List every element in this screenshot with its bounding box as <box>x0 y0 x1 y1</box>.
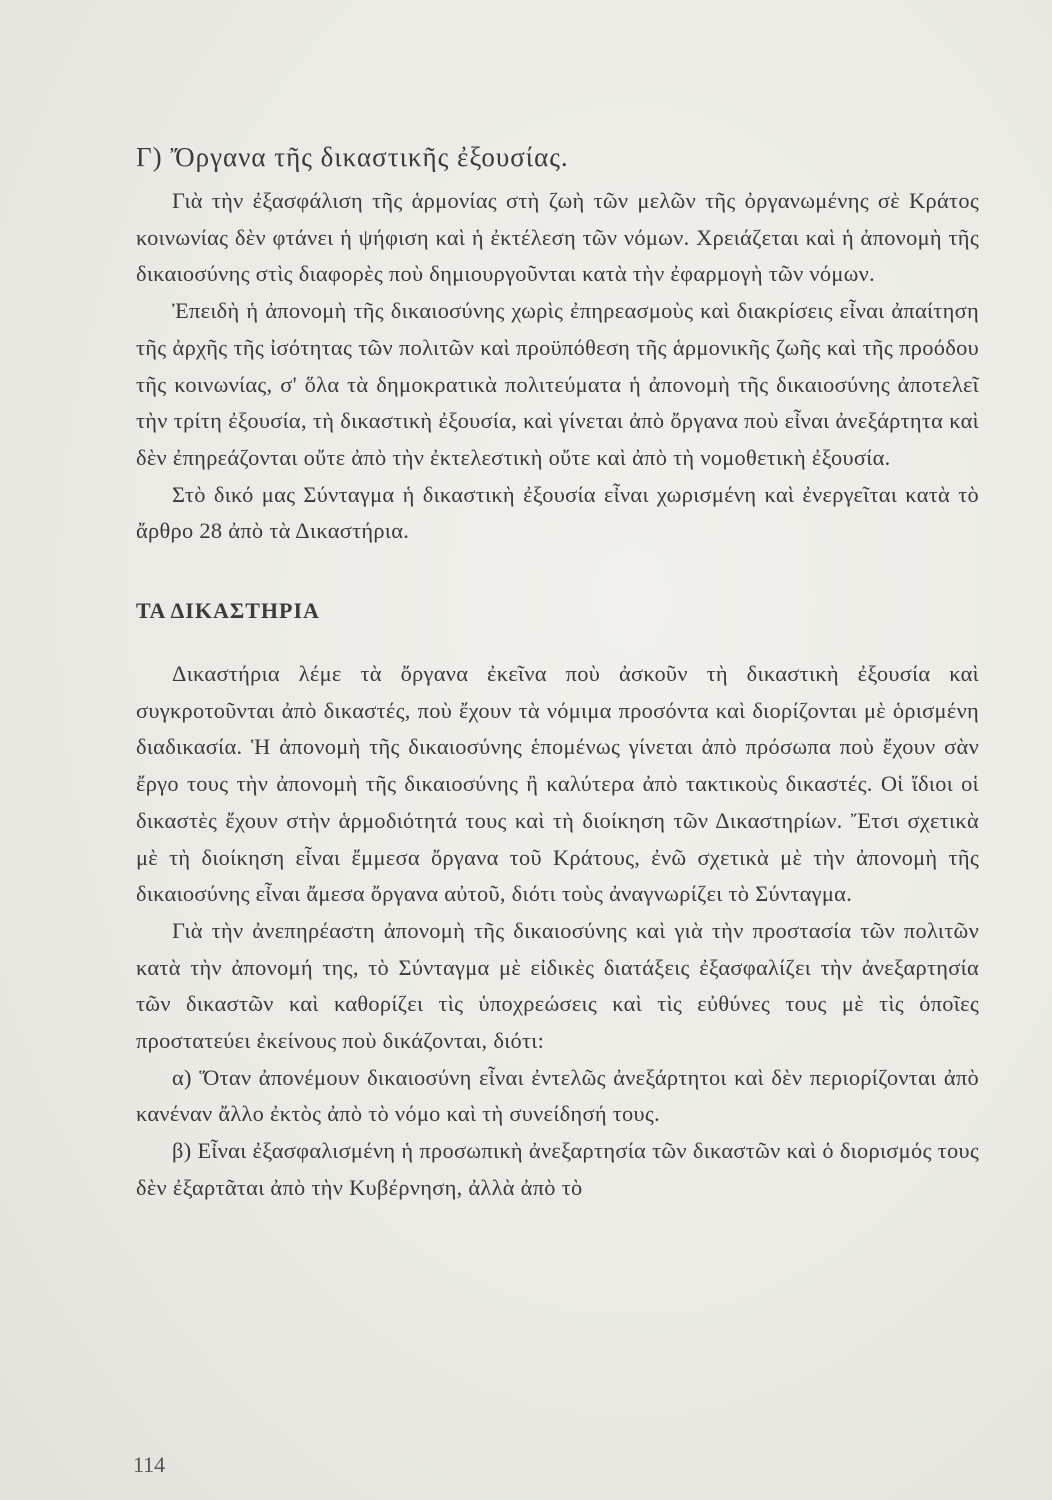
section-heading: Γ) Ὄργανα τῆς δικαστικῆς ἐξουσίας. <box>136 142 569 172</box>
paragraph: Δικαστήρια λέμε τὰ ὄργανα ἐκεῖνα ποὺ ἀσκοῦν τὴ δικαστικὴ ἐξουσία καὶ συγκροτοῦνται ἀπὸ δικαστές, ποὺ ἔχουν τὰ νόμιμα προσόντα καὶ διορίζονται μὲ ὁρισμένη διαδικασία. Ἡ ἀπονομὴ τῆς δικαιοσύνης ἑπομένως γίνεται ἀπὸ πρόσωπα ποὺ ἔχουν σὰν ἔργο τους τὴν ἀπονομὴ τῆς δικαιοσύνης ἢ καλύτερα ἀπὸ τακτικοὺς δικαστές. Οἱ ἴδιοι οἱ δικαστὲς ἔχουν στὴν ἁρμοδιότητά τους καὶ τὴ διοίκηση τῶν Δικαστηρίων. Ἔτσι σχετικὰ μὲ τὴ διοίκηση εἶναι ἔμμεσα ὄργανα τοῦ Κράτους, ἐνῶ σχετικὰ μὲ τὴν ἀπονομὴ τῆς δικαιοσύνης εἶναι ἄμεσα ὄργανα αὐτοῦ, διότι τοὺς ἀναγνωρίζει τὸ Σύνταγμα. <box>136 661 979 907</box>
paragraph: β) Εἶναι ἐξασφαλισμένη ἡ προσωπικὴ ἀνεξαρτησία τῶν δικαστῶν καὶ ὁ διορισμός τους δὲν ἐξαρτᾶται ἀπὸ τὴν Κυβέρνηση, ἀλλὰ ἀπὸ τὸ <box>136 1138 979 1200</box>
paragraph: Γιὰ τὴν ἐξασφάλιση τῆς ἁρμονίας στὴ ζωὴ τῶν μελῶν τῆς ὀργανωμένης σὲ Κράτος κοινωνίας δὲν φτάνει ἡ ψήφιση καὶ ἡ ἐκτέλεση τῶν νόμων. Χρειάζεται καὶ ἡ ἀπονομὴ τῆς δικαιοσύνης στὶς διαφορὲς ποὺ δημιουργοῦνται κατὰ τὴν ἐφαρμογὴ τῶν νόμων. <box>136 188 979 287</box>
text-column <box>136 137 979 1207</box>
paragraph: Στὸ δικό μας Σύνταγμα ἡ δικαστικὴ ἐξουσία εἶναι χωρισμένη καὶ ἐνεργεῖται κατὰ τὸ ἄρθρο 28 ἀπὸ τὰ Δικαστήρια. <box>136 481 979 544</box>
page-number: 114 <box>133 1452 166 1477</box>
courts-heading: ΤΑ ΔΙΚΑΣΤΗΡΙΑ <box>136 598 320 624</box>
paragraph: Γιὰ τὴν ἀνεπηρέαστη ἀπονομὴ τῆς δικαιοσύνης καὶ γιὰ τὴν προστασία τῶν πολιτῶν κατὰ τὴν ἀπονομή της, τὸ Σύνταγμα μὲ εἰδικὲς διατάξεις ἐξασφαλίζει τὴν ἀνεξαρτησία τῶν δικαστῶν καὶ καθορίζει τὶς ὑποχρεώσεις καὶ τὶς εὐθύνες τους μὲ τὶς ὁποῖες προστατεύει ἐκείνους ποὺ δικάζονται, διότι: <box>136 917 979 1054</box>
paragraph: α) Ὅταν ἀπονέμουν δικαιοσύνη εἶναι ἐντελῶς ἀνεξάρτητοι καὶ δὲν περιορίζονται ἀπὸ κανέναν ἄλλο ἐκτὸς ἀπὸ τὸ νόμο καὶ τὴ συνείδησή τους. <box>136 1064 979 1127</box>
paragraph: Ἐπειδὴ ἡ ἀπονομὴ τῆς δικαιοσύνης χωρὶς ἐπηρεασμοὺς καὶ διακρίσεις εἶναι ἀπαίτηση τῆς ἀρχῆς τῆς ἰσότητας τῶν πολιτῶν καὶ προϋπόθεση τῆς ἁρμονικῆς ζωῆς καὶ τῆς προόδου τῆς κοινωνίας, σ' ὅλα τὰ δημοκρατικὰ πολιτεύματα ἡ ἀπονομὴ τῆς δικαιοσύνης ἀποτελεῖ τὴν τρίτη ἐξουσία, τὴ δικαστικὴ ἐξουσία, καὶ γίνεται ἀπὸ ὄργανα ποὺ εἶναι ἀνεξάρτητα καὶ δὲν ἐπηρεάζονται οὔτε ἀπὸ τὴν ἐκτελεστικὴ οὔτε καὶ ἀπὸ τὴ νομοθετικὴ ἐξουσία. <box>136 298 979 470</box>
